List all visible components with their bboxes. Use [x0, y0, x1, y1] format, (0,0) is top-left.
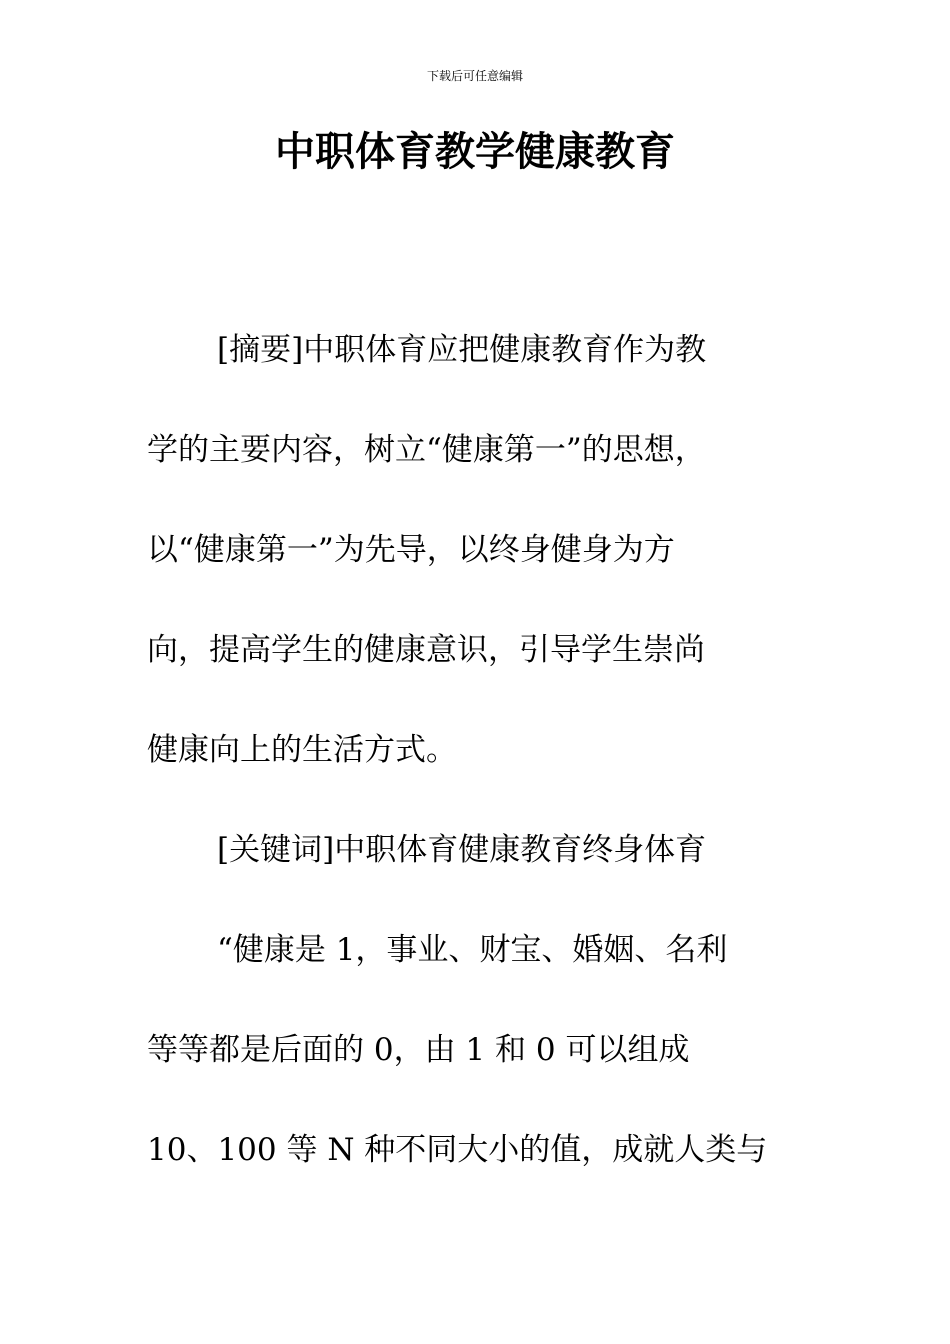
abstract-line: 学的主要内容，树立“健康第一”的思想，	[147, 432, 706, 468]
keywords-paragraph	[147, 800, 807, 900]
document-body	[147, 300, 807, 1200]
document-title: 中职体育教学健康教育	[275, 129, 675, 175]
abstract-line: 健康向上的生活方式。	[147, 732, 457, 768]
abstract-paragraph	[147, 300, 807, 800]
abstract-line: [摘要]中职体育应把健康教育作为教	[217, 332, 707, 368]
body-line: “健康是 1，事业、财宝、婚姻、名利	[217, 932, 728, 968]
header-note: 下载后可任意编辑	[426, 69, 523, 83]
abstract-line: 以“健康第一”为先导，以终身健身为方	[147, 532, 675, 568]
keywords-line: [关键词]中职体育健康教育终身体育	[217, 832, 707, 868]
body-paragraph	[147, 900, 807, 1200]
body-line: 10、100 等 N 种不同大小的值，成就人类与	[147, 1132, 768, 1168]
body-line: 等等都是后面的 0，由 1 和 0 可以组成	[147, 1032, 690, 1068]
abstract-line: 向，提高学生的健康意识，引导学生崇尚	[147, 632, 705, 668]
